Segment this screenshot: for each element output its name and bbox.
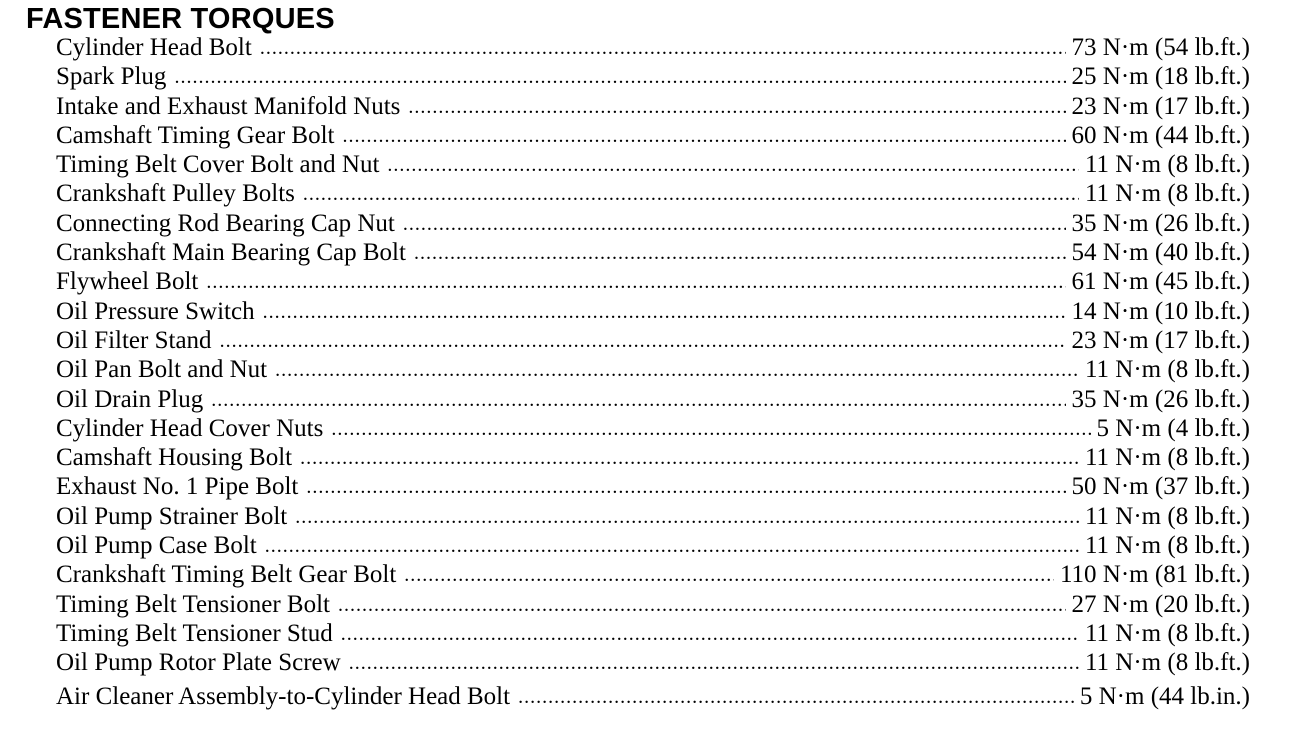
- torque-value: 61 N·m (45 lb.ft.): [1071, 268, 1250, 296]
- dot-leader: [263, 298, 1066, 326]
- torque-value: 54 N·m (40 lb.ft.): [1071, 239, 1250, 267]
- torque-value: 11 N·m (8 lb.ft.): [1084, 180, 1250, 208]
- list-item: [56, 355, 1250, 384]
- fastener-label: Timing Belt Tensioner Stud: [56, 619, 333, 647]
- fastener-label: Flywheel Bolt: [56, 268, 199, 296]
- dot-leader: [341, 620, 1079, 648]
- torque-value: 50 N·m (37 lb.ft.): [1071, 473, 1250, 501]
- fastener-label: Crankshaft Pulley Bolts: [56, 180, 295, 208]
- torque-value: 11 N·m (8 lb.ft.): [1084, 502, 1250, 530]
- fastener-label: Crankshaft Timing Belt Gear Bolt: [56, 561, 397, 589]
- fastener-label: Air Cleaner Assembly-to-Cylinder Head Bolt: [56, 682, 511, 710]
- fastener-label: Crankshaft Main Bearing Cap Bolt: [56, 239, 406, 267]
- list-item: [56, 531, 1250, 560]
- torque-value: 11 N·m (8 lb.ft.): [1084, 151, 1250, 179]
- dot-leader: [174, 63, 1065, 91]
- dot-leader: [306, 473, 1065, 501]
- dot-leader: [303, 180, 1079, 208]
- dot-leader: [349, 649, 1079, 677]
- dot-leader: [265, 532, 1079, 560]
- fastener-label: Cylinder Head Bolt: [56, 34, 252, 61]
- list-item: [56, 297, 1250, 326]
- list-item: [56, 179, 1250, 208]
- list-item: [56, 414, 1250, 443]
- dot-leader: [295, 503, 1079, 531]
- dot-leader: [518, 683, 1074, 711]
- dot-leader: [260, 34, 1066, 62]
- torque-value: 25 N·m (18 lb.ft.): [1071, 63, 1250, 91]
- page-title: FASTENER TORQUES: [26, 3, 335, 35]
- fastener-label: Timing Belt Cover Bolt and Nut: [56, 151, 380, 179]
- list-item: [56, 33, 1250, 62]
- torque-value: 5 N·m (4 lb.ft.): [1096, 414, 1250, 442]
- list-item: [56, 238, 1250, 267]
- list-item: [56, 92, 1250, 121]
- list-item: [56, 502, 1250, 531]
- list-item: [56, 682, 1250, 711]
- dot-leader: [206, 268, 1065, 296]
- list-item: [56, 121, 1250, 150]
- list-item: [56, 385, 1250, 414]
- fastener-label: Oil Pump Strainer Bolt: [56, 502, 288, 530]
- torque-value: 11 N·m (8 lb.ft.): [1084, 356, 1250, 384]
- list-item: [56, 560, 1250, 589]
- dot-leader: [387, 151, 1079, 179]
- torque-value: 35 N·m (26 lb.ft.): [1071, 385, 1250, 413]
- torque-value: 27 N·m (20 lb.ft.): [1071, 590, 1250, 618]
- fastener-label: Intake and Exhaust Manifold Nuts: [56, 92, 401, 120]
- fastener-label: Camshaft Housing Bolt: [56, 444, 293, 472]
- fastener-label: Oil Drain Plug: [56, 385, 204, 413]
- fastener-label: Exhaust No. 1 Pipe Bolt: [56, 473, 299, 501]
- torque-value: 11 N·m (8 lb.ft.): [1084, 444, 1250, 472]
- torque-value: 110 N·m (81 lb.ft.): [1059, 561, 1250, 589]
- torque-value: 14 N·m (10 lb.ft.): [1071, 297, 1250, 325]
- list-item: [56, 150, 1250, 179]
- list-item: [56, 648, 1250, 677]
- fastener-label: Connecting Rod Bearing Cap Nut: [56, 209, 395, 237]
- list-item: [56, 443, 1250, 472]
- fastener-label: Camshaft Timing Gear Bolt: [56, 121, 335, 149]
- torque-value: 5 N·m (44 lb.in.): [1079, 682, 1250, 710]
- fastener-label: Cylinder Head Cover Nuts: [56, 414, 324, 442]
- torque-value: 73 N·m (54 lb.ft.): [1071, 34, 1250, 61]
- dot-leader: [403, 210, 1066, 238]
- dot-leader: [211, 386, 1065, 414]
- dot-leader: [300, 444, 1079, 472]
- torque-value: 35 N·m (26 lb.ft.): [1071, 209, 1250, 237]
- list-item: [56, 619, 1250, 648]
- torque-list: [56, 33, 1250, 711]
- dot-leader: [220, 327, 1066, 355]
- torque-value: 11 N·m (8 lb.ft.): [1084, 649, 1250, 677]
- list-item: [56, 267, 1250, 296]
- list-item: [56, 62, 1250, 91]
- dot-leader: [275, 356, 1079, 384]
- torque-value: 23 N·m (17 lb.ft.): [1071, 92, 1250, 120]
- fastener-label: Spark Plug: [56, 63, 167, 91]
- torque-value: 11 N·m (8 lb.ft.): [1084, 532, 1250, 560]
- list-item: [56, 590, 1250, 619]
- list-item: [56, 326, 1250, 355]
- torque-value: 60 N·m (44 lb.ft.): [1071, 121, 1250, 149]
- dot-leader: [414, 239, 1066, 267]
- fastener-label: Oil Pressure Switch: [56, 297, 255, 325]
- fastener-label: Oil Pump Rotor Plate Screw: [56, 649, 341, 677]
- list-item: [56, 209, 1250, 238]
- dot-leader: [408, 93, 1065, 121]
- fastener-label: Oil Filter Stand: [56, 326, 212, 354]
- list-item: [56, 472, 1250, 501]
- fastener-label: Oil Pan Bolt and Nut: [56, 356, 268, 384]
- dot-leader: [342, 122, 1065, 150]
- dot-leader: [338, 591, 1066, 619]
- fastener-label: Oil Pump Case Bolt: [56, 532, 257, 560]
- dot-leader: [331, 415, 1090, 443]
- torque-value: 23 N·m (17 lb.ft.): [1071, 326, 1250, 354]
- dot-leader: [404, 561, 1054, 589]
- fastener-label: Timing Belt Tensioner Bolt: [56, 590, 330, 618]
- torque-value: 11 N·m (8 lb.ft.): [1084, 619, 1250, 647]
